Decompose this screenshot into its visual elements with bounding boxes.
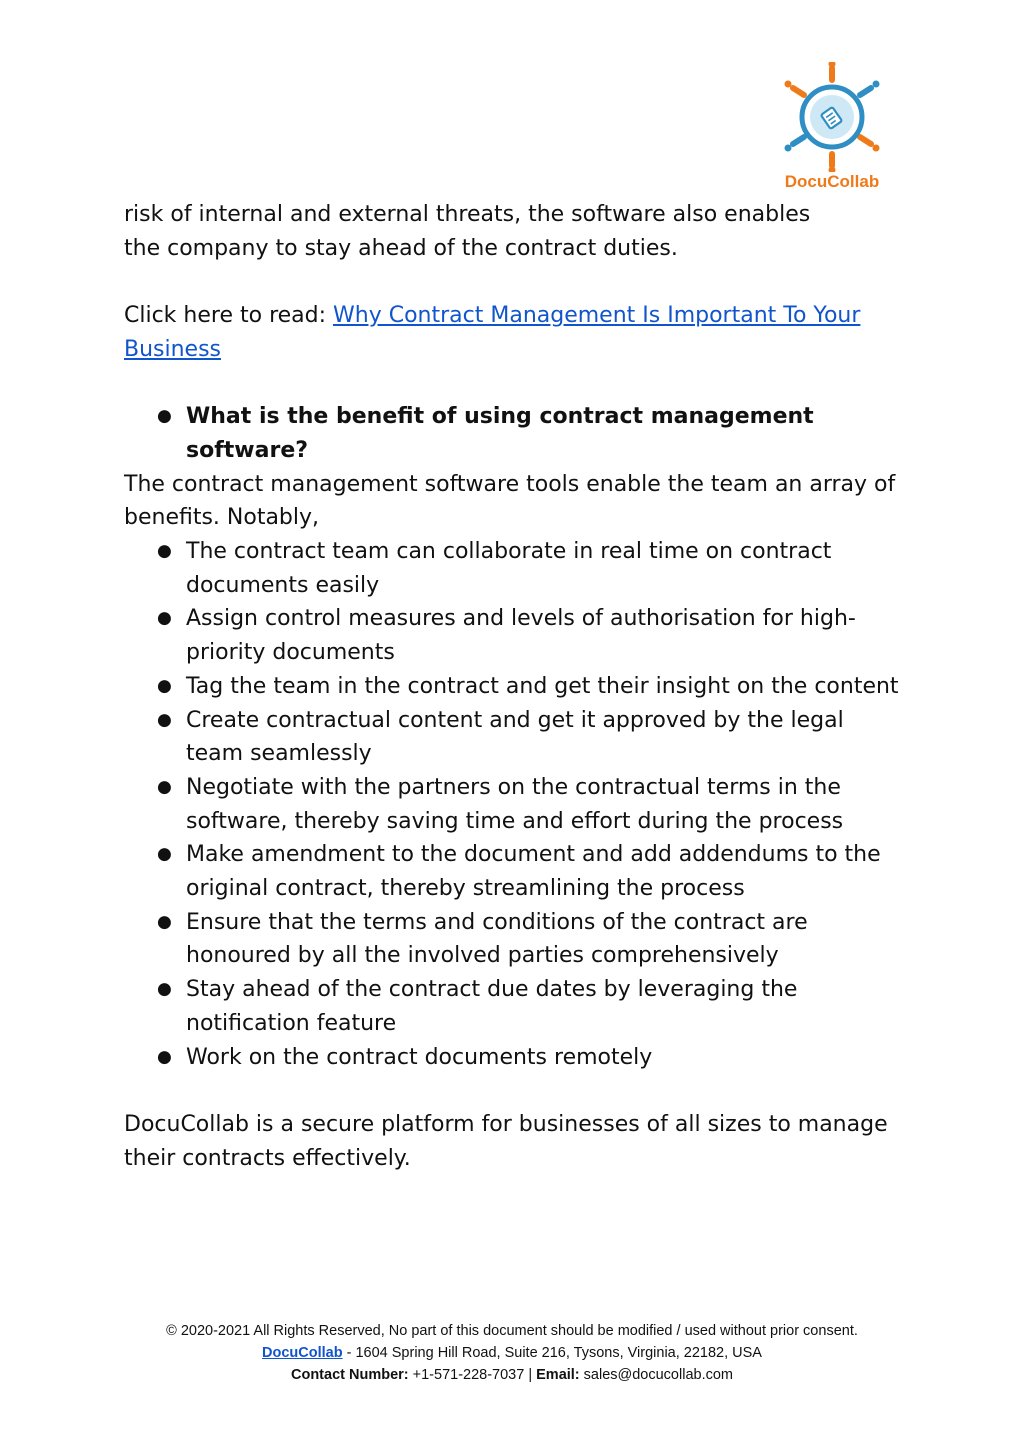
list-item-text: The contract team can collaborate in real time on contract documents easily — [186, 539, 832, 598]
spacer — [124, 1074, 904, 1108]
question-text: What is the benefit of using contract management software? — [186, 404, 814, 463]
brand-link[interactable]: DocuCollab — [262, 1345, 343, 1361]
list-item-text: Assign control measures and levels of authorisation for high-priority documents — [186, 606, 856, 666]
email-label: Email: — [536, 1367, 580, 1383]
list-item — [124, 771, 904, 838]
docucollab-logo — [779, 62, 885, 194]
email-address: sales@docucollab.com — [579, 1367, 733, 1383]
list-item — [124, 704, 904, 771]
list-item — [124, 670, 904, 704]
read-more-link[interactable]: Why Contract Management Is Important To Your Business — [124, 303, 861, 362]
list-item — [124, 906, 904, 973]
list-item-text: Tag the team in the contract and get their insight on the content — [186, 673, 899, 699]
list-item — [124, 973, 904, 1040]
list-item — [124, 1041, 904, 1075]
page-footer — [0, 1320, 1024, 1386]
list-item-text: Ensure that the terms and conditions of the contract are honoured by all the involved parties comprehensively — [186, 909, 808, 969]
bullet-icon: ● — [157, 844, 172, 865]
list-item — [124, 838, 904, 905]
bullet-icon: ● — [157, 911, 172, 932]
bullet-icon: ● — [157, 608, 172, 629]
list-item-text: Stay ahead of the contract due dates by leveraging the notification feature — [186, 977, 798, 1036]
list-item — [124, 602, 904, 669]
list-item-text: Work on the contract documents remotely — [186, 1044, 653, 1070]
read-more-prefix: Click here to read: — [124, 303, 334, 329]
bullet-icon: ● — [157, 1046, 172, 1067]
answer-paragraph: The contract management software tools enable the team an array of benefits. Notably, — [124, 471, 896, 531]
bullet-icon: ● — [157, 776, 172, 797]
list-item-text: Make amendment to the document and add addendums to the original contract, thereby streamlining the process — [186, 842, 881, 902]
intro-line-2: the company to stay ahead of the contract duties. — [124, 235, 678, 261]
question-heading — [124, 400, 904, 467]
bullet-icon: ● — [157, 541, 172, 561]
logo-wordmark: DocuCollab — [784, 172, 880, 191]
contact-line — [0, 1364, 1024, 1386]
address-text: - 1604 Spring Hill Road, Suite 216, Tysons, Virginia, 22182, USA — [342, 1345, 762, 1361]
list-item-text: Create contractual content and get it approved by the legal team seamlessly — [186, 707, 844, 767]
contact-label: Contact Number: — [290, 1367, 409, 1383]
benefits-list — [124, 535, 904, 1074]
intro-line-1: risk of internal and external threats, the software also enables — [124, 202, 811, 227]
read-more-paragraph — [124, 299, 904, 366]
spacer — [124, 265, 904, 299]
question-list — [124, 400, 904, 467]
list-item — [124, 535, 904, 602]
spacer — [124, 367, 904, 401]
list-item-text: Negotiate with the partners on the contractual terms in the software, thereby saving time and effort during the process — [186, 774, 844, 834]
document-body — [124, 198, 904, 1175]
bullet-icon: ● — [157, 675, 172, 696]
address-line — [0, 1342, 1024, 1364]
bullet-icon: ● — [157, 979, 172, 1000]
contact-number: +1-571-228-7037 | — [408, 1367, 537, 1383]
bullet-icon: ● — [157, 406, 172, 427]
bullet-icon: ● — [157, 709, 172, 730]
copyright-line: © 2020-2021 All Rights Reserved, No part of this document should be modified / used without prior consent. — [166, 1323, 858, 1339]
logo-mark-icon — [779, 62, 885, 172]
closing-paragraph: DocuCollab is a secure platform for businesses of all sizes to manage their contracts effectively. — [124, 1111, 888, 1171]
